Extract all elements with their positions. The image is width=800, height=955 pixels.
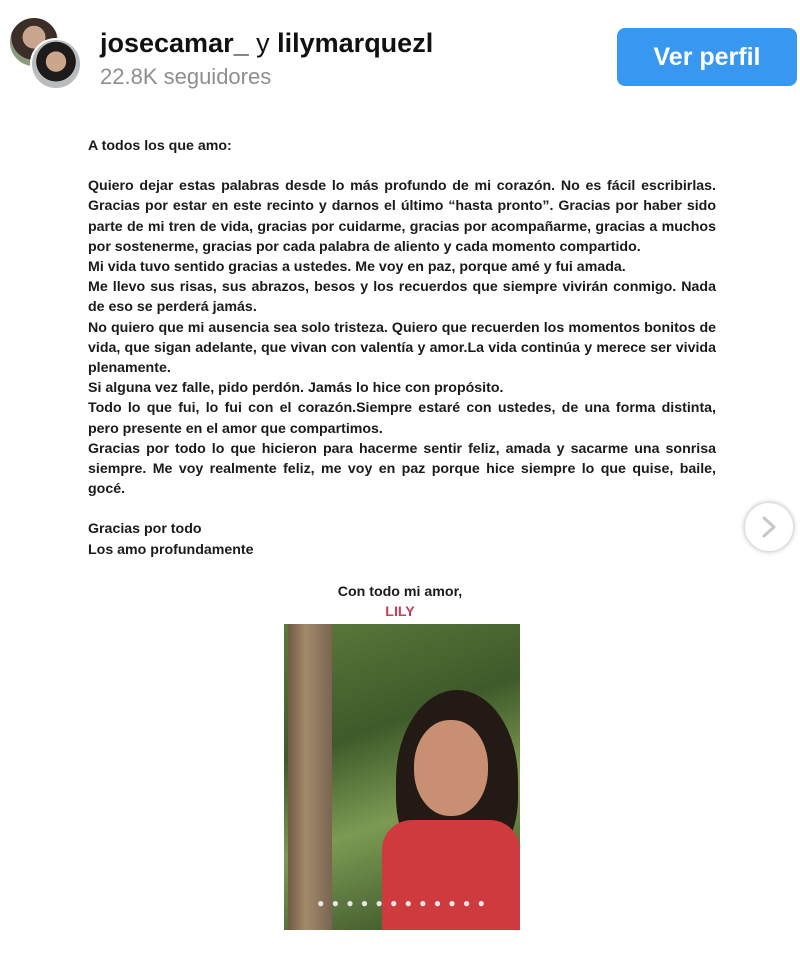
avatar-lilymarquezl[interactable] [30,38,82,90]
letter-paragraph: Me llevo sus risas, sus abrazos, besos y los recuerdos que siempre vivirán conmigo. Nada de eso se perderá jamás. [88,279,716,316]
username-link-2[interactable]: lilymarquezl [277,28,434,58]
letter-greeting: A todos los que amo: [88,138,232,154]
post-header [0,0,800,110]
chevron-right-icon [760,516,778,538]
letter-paragraph: Quiero dejar estas palabras desde lo más profundo de mi corazón. No es fácil escribirlas. Gracias por estar en este recinto y darnos el último “hasta pronto”. Gracias por haber sido parte de mi tren de vida, gracias por cuidarme, gracias por acompañarme, gracias a muchos por sostenerme, gracias por cada palabra de aliento y cada momento compartido. [88,178,716,255]
photo-shirt [382,820,520,930]
letter-paragraph: No quiero que mi ausencia sea solo tristeza. Quiero que recuerden los momentos bonitos de vida, que sigan adelante, que vivan con valentía y amor.La vida continúa y merece ser vivida plenamente. [88,319,716,377]
letter-closing: Los amo profundamente [88,541,254,558]
photo-face [414,720,488,816]
carousel-dots: ● ● ● ● ● ● ● ● ● ● ● ● [317,896,487,910]
username-conjunction: y [256,28,270,58]
letter-closing: Gracias por todo [88,521,202,538]
view-profile-button[interactable]: Ver perfil [617,28,797,86]
followers-count: 22.8K seguidores [100,64,272,89]
portrait-photo [284,624,520,930]
letter-paragraph: Mi vida tuvo sentido gracias a ustedes. Me voy en paz, porque amé y fui amada. [88,259,626,276]
letter-paragraph: Gracias por todo lo que hicieron para hacerme sentir feliz, amada y sacarme una sonrisa siempre. Me voy realmente feliz, me voy en paz porque hice siempre lo que quise, baile, gocé. [88,440,716,498]
letter-paragraph: Todo lo que fui, lo fui con el corazón.Siempre estaré con ustedes, de una forma distinta, pero presente en el amor que compartimos. [88,400,716,437]
letter-paragraph: Si alguna vez falle, pido perdón. Jamás lo hice con propósito. [88,380,504,397]
username-link-1[interactable]: josecamar_ [100,28,249,58]
letter-signature: LILY [385,604,415,620]
letter-text [88,136,716,560]
tree-trunk [288,624,332,930]
next-slide-button[interactable] [744,502,794,552]
letter-sign-off: Con todo mi amor, [337,584,463,600]
usernames [100,28,433,59]
